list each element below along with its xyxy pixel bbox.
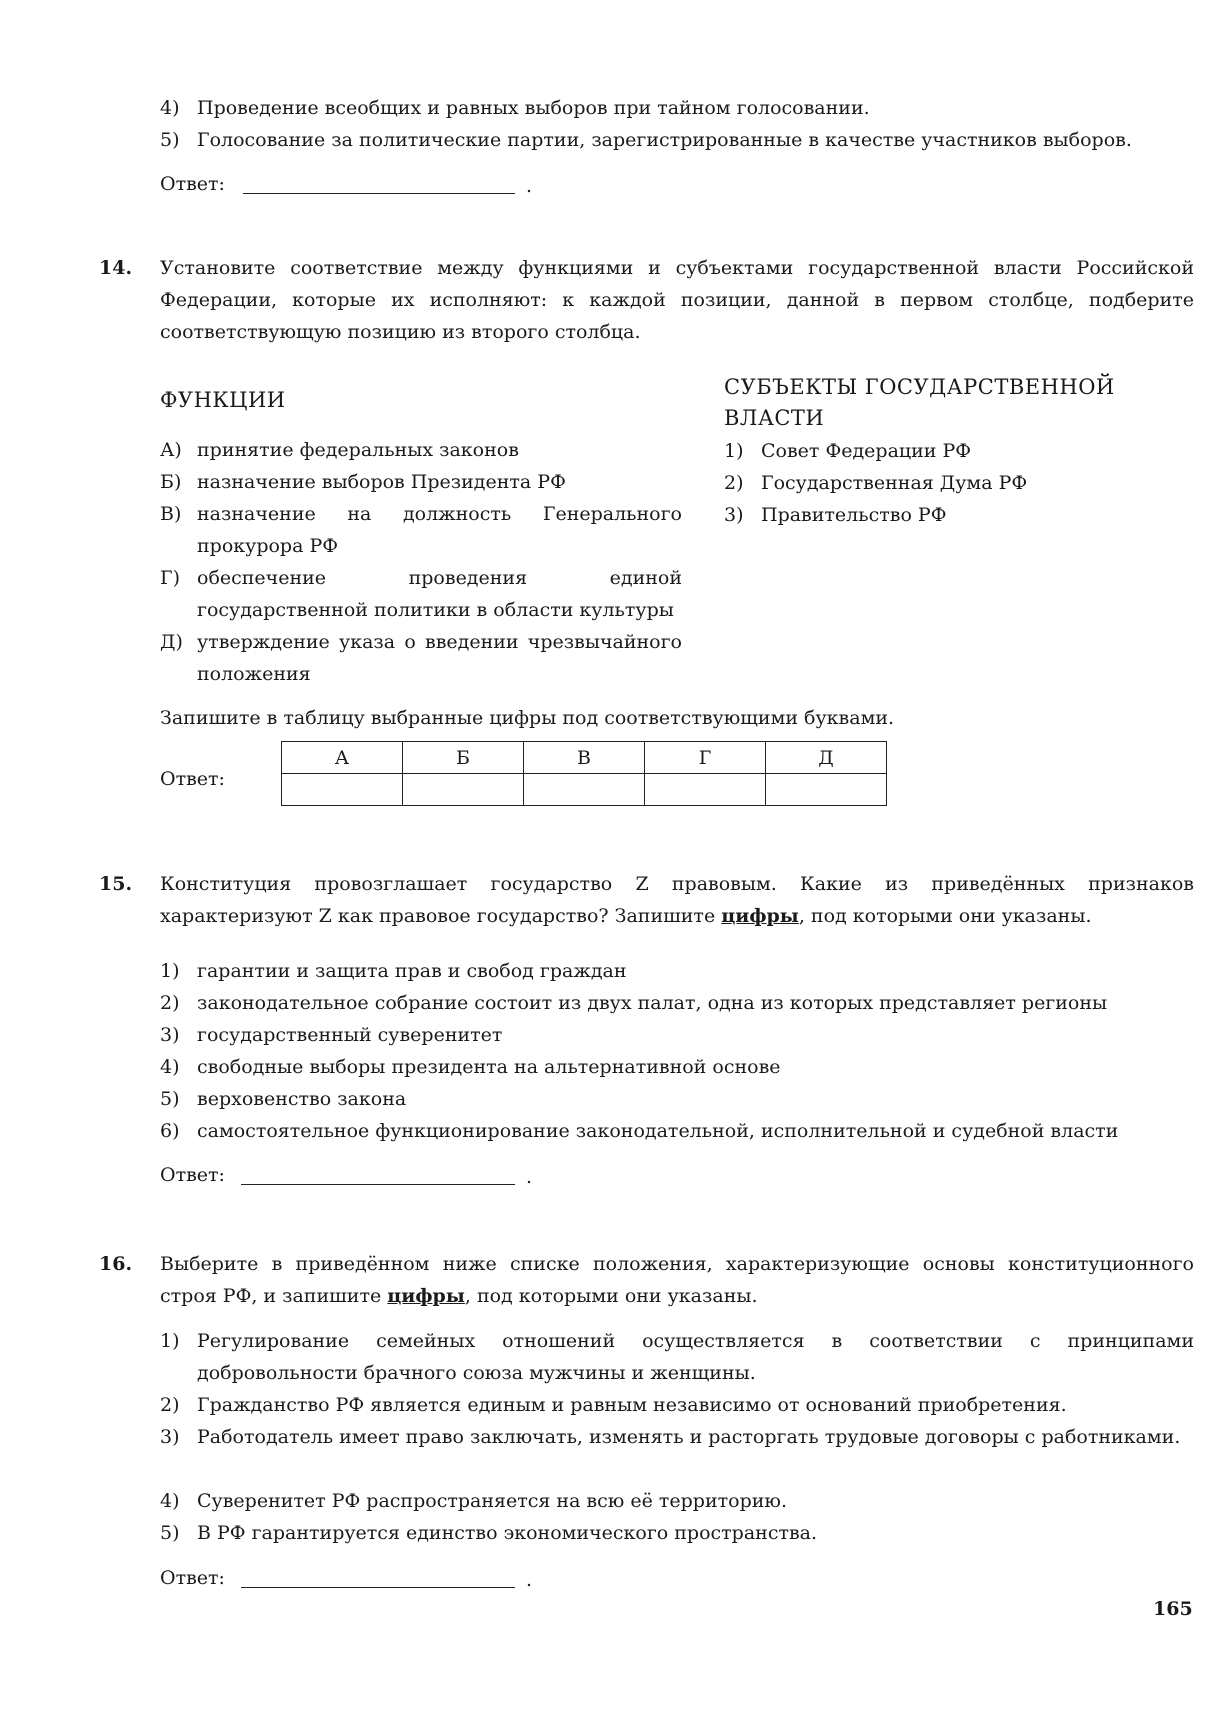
q14-answer-table: [281, 741, 887, 806]
q14-answer-label: Ответ:: [160, 768, 225, 790]
q16-answer-line[interactable]: [241, 1587, 515, 1588]
q15-item-3: 3) государственный суверенитет: [160, 1024, 503, 1046]
q15-text: Конституция провозглашает государство Z правовым. Какие из приведённых признаков характеризуют Z как правовое государство? Запишите цифры, под которыми они указаны.: [160, 873, 1194, 927]
q15-emphasis: цифры: [721, 905, 799, 927]
q14-text: Установите соответствие между функциями и субъектами государственной власти Российской Федерации, которые их исполняют: к каждой позиции, данной в первом столбце, подберите соответствующую позицию из второго столбца.: [160, 257, 1194, 343]
q14-table-header-d: Д: [766, 742, 887, 774]
q13-item-5: 5) Голосование за политические партии, зарегистрированные в качестве участников выборов.: [160, 129, 1132, 151]
q16-text: Выберите в приведённом ниже списке положения, характеризующие основы конституционного строя РФ, и запишите цифры, под которыми они указаны.: [160, 1253, 1194, 1307]
q15-item-5: 5) верховенство закона: [160, 1088, 407, 1110]
q15-answer-line[interactable]: [241, 1184, 515, 1185]
q14-table-answer-row: [282, 774, 887, 806]
q14-function-g: Г) обеспечение проведения единой государственной политики в области культуры: [160, 567, 682, 621]
q16-item-2: 2) Гражданство РФ является единым и равным независимо от оснований приобретения.: [160, 1394, 1067, 1416]
q13-answer-label: Ответ:: [160, 173, 225, 195]
q14-answer-cell-v[interactable]: [524, 774, 645, 806]
q16-emphasis: цифры: [387, 1285, 465, 1307]
q15-item-1: 1) гарантии и защита прав и свобод граждан: [160, 960, 627, 982]
q16-item-4: 4) Суверенитет РФ распространяется на всю её территорию.: [160, 1490, 787, 1512]
q14-right-heading-line2: ВЛАСТИ: [724, 406, 825, 430]
q13-answer-line[interactable]: [243, 193, 515, 194]
q14-function-v: В) назначение на должность Генерального прокурора РФ: [160, 503, 682, 557]
q14-subject-2: 2) Государственная Дума РФ: [724, 472, 1028, 494]
q13-answer-dot: .: [526, 175, 533, 197]
q14-instruction: Запишите в таблицу выбранные цифры под соответствующими буквами.: [160, 707, 895, 729]
q16-item-5: 5) В РФ гарантируется единство экономического пространства.: [160, 1522, 818, 1544]
q14-function-b: Б) назначение выборов Президента РФ: [160, 471, 566, 493]
q16-answer-label: Ответ:: [160, 1567, 225, 1589]
q14-table-header-g: Г: [645, 742, 766, 774]
q15-item-6: 6) самостоятельное функционирование законодательной, исполнительной и судебной власти: [160, 1120, 1119, 1142]
page-number: 165: [1153, 1598, 1193, 1620]
q14-subject-1: 1) Совет Федерации РФ: [724, 440, 972, 462]
q14-answer-cell-a[interactable]: [282, 774, 403, 806]
q14-table-header-a: А: [282, 742, 403, 774]
q14-function-d: Д) утверждение указа о введении чрезвычайного положения: [160, 631, 682, 685]
q14-function-a: А) принятие федеральных законов: [160, 439, 519, 461]
q16-number: 16.: [99, 1253, 133, 1275]
q14-table-header-b: Б: [403, 742, 524, 774]
q14-left-heading: ФУНКЦИИ: [160, 388, 286, 412]
q14-right-heading-line1: СУБЪЕКТЫ ГОСУДАРСТВЕННОЙ: [724, 375, 1115, 399]
q16-item-3: 3) Работодатель имеет право заключать, изменять и расторгать трудовые договоры с работниками.: [160, 1426, 1181, 1448]
q13-item-4: 4) Проведение всеобщих и равных выборов при тайном голосовании.: [160, 97, 870, 119]
q15-number: 15.: [99, 873, 133, 895]
q15-answer-label: Ответ:: [160, 1164, 225, 1186]
q14-table-header-row: [282, 742, 887, 774]
q14-table-header-v: В: [524, 742, 645, 774]
q14-answer-cell-b[interactable]: [403, 774, 524, 806]
q15-item-2: 2) законодательное собрание состоит из двух палат, одна из которых представляет регионы: [160, 992, 1108, 1014]
q14-answer-cell-d[interactable]: [766, 774, 887, 806]
q16-answer-dot: .: [526, 1569, 533, 1591]
q15-answer-dot: .: [526, 1166, 533, 1188]
q14-answer-cell-g[interactable]: [645, 774, 766, 806]
q16-item-1: 1) Регулирование семейных отношений осуществляется в соответствии с принципами добровольности брачного союза мужчины и женщины.: [160, 1330, 1194, 1384]
q14-subject-3: 3) Правительство РФ: [724, 504, 947, 526]
q14-number: 14.: [99, 257, 133, 279]
q15-item-4: 4) свободные выборы президента на альтернативной основе: [160, 1056, 781, 1078]
